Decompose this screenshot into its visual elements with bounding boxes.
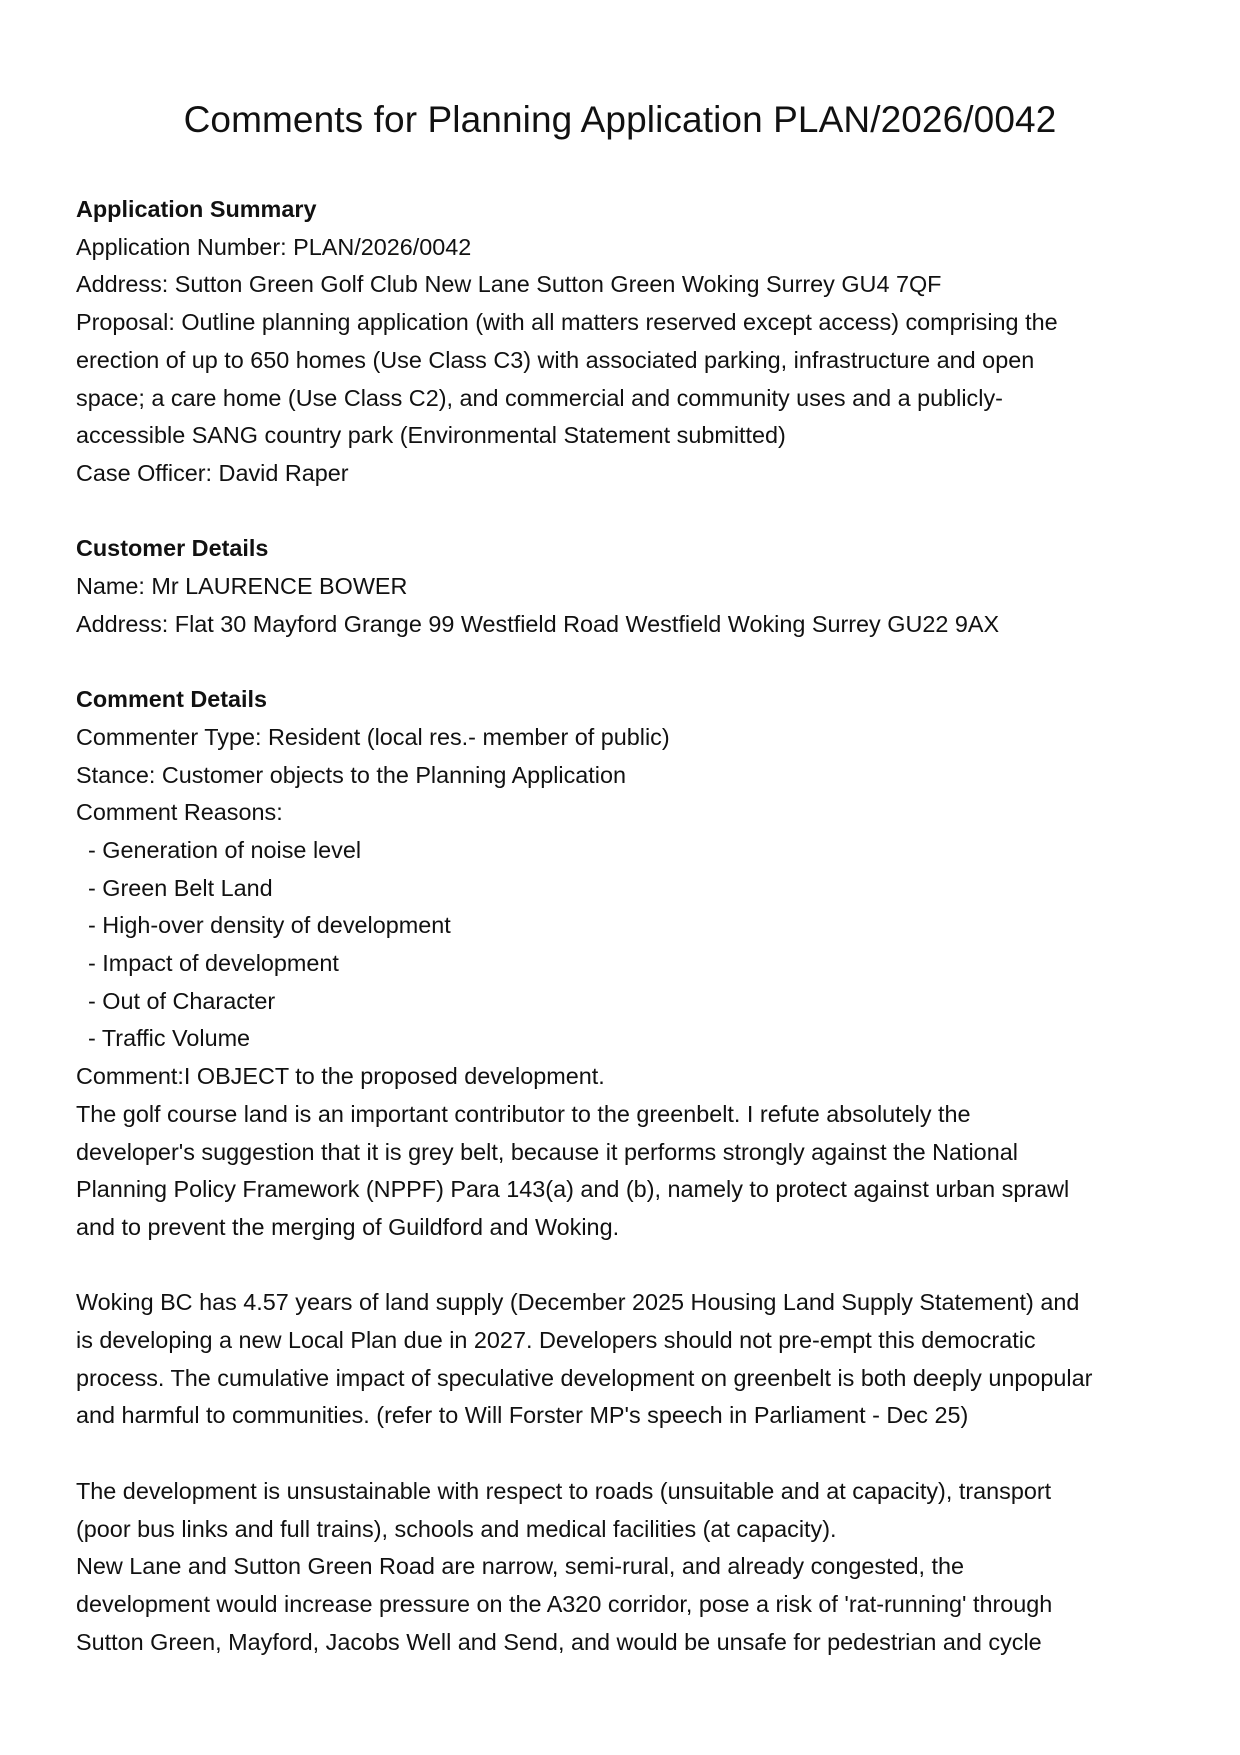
section-spacer [76, 493, 1164, 531]
comment-paragraph-1 [76, 1096, 1164, 1247]
customer-address: Address: Flat 30 Mayford Grange 99 Westfield Road Westfield Woking Surrey GU22 9AX [76, 610, 1000, 637]
customer-name: Name: Mr LAURENCE BOWER [76, 573, 408, 600]
application-summary-heading: Application Summary [76, 196, 317, 222]
commenter-type: Commenter Type: Resident (local res.- member of public) [76, 723, 670, 750]
comment-reason-item: - Green Belt Land [88, 874, 273, 901]
paragraph-line: New Lane and Sutton Green Road are narrow, semi-rural, and already congested, the [76, 1553, 965, 1580]
application-number: Application Number: PLAN/2026/0042 [76, 233, 472, 260]
application-summary-section [76, 191, 1164, 493]
comment-reason-item: - Traffic Volume [88, 1025, 251, 1052]
comment-paragraph-2 [76, 1284, 1164, 1435]
paragraph-line: and to prevent the merging of Guildford and Woking. [76, 1213, 620, 1240]
document-body [76, 191, 1164, 1661]
paragraph-line: Planning Policy Framework (NPPF) Para 143(a) and (b), namely to protect against urban sprawl [76, 1176, 1070, 1203]
comment-reason-item: - Out of Character [88, 987, 276, 1014]
paragraph-line: development would increase pressure on the A320 corridor, pose a risk of 'rat-running' through [76, 1590, 1053, 1617]
comment-paragraph-3 [76, 1473, 1164, 1662]
comment-intro: Comment:I OBJECT to the proposed development. [76, 1063, 605, 1090]
paragraph-line: The golf course land is an important contributor to the greenbelt. I refute absolutely the [76, 1100, 971, 1127]
comment-reason-item: - Generation of noise level [88, 836, 362, 863]
comment-reasons-label: Comment Reasons: [76, 799, 283, 826]
paragraph-spacer [76, 1435, 1164, 1473]
paragraph-line: (poor bus links and full trains), schools and medical facilities (at capacity). [76, 1515, 837, 1542]
proposal-line: erection of up to 650 homes (Use Class C3) with associated parking, infrastructure and open [76, 346, 1035, 373]
customer-details-section [76, 530, 1164, 643]
paragraph-line: Sutton Green, Mayford, Jacobs Well and Send, and would be unsafe for pedestrian and cycle [76, 1628, 1042, 1655]
paragraph-line: and harmful to communities. (refer to Will Forster MP's speech in Parliament - Dec 25) [76, 1402, 969, 1429]
paragraph-line: The development is unsustainable with respect to roads (unsuitable and at capacity), transport [76, 1477, 1052, 1504]
page-title: Comments for Planning Application PLAN/2026/0042 [183, 99, 1057, 140]
proposal-line: Proposal: Outline planning application (with all matters reserved except access) comprising the [76, 309, 1058, 336]
comment-reason-item: - Impact of development [88, 950, 339, 977]
paragraph-line: Woking BC has 4.57 years of land supply (December 2025 Housing Land Supply Statement) and [76, 1289, 1080, 1316]
case-officer: Case Officer: David Raper [76, 459, 349, 486]
comment-details-heading: Comment Details [76, 686, 268, 713]
proposal-line: space; a care home (Use Class C2), and commercial and community uses and a publicly- [76, 384, 1003, 411]
application-address: Address: Sutton Green Golf Club New Lane Sutton Green Woking Surrey GU4 7QF [76, 271, 942, 298]
paragraph-spacer [76, 1247, 1164, 1285]
paragraph-line: developer's suggestion that it is grey belt, because it performs strongly against the National [76, 1138, 1018, 1165]
comment-details-section [76, 681, 1164, 1661]
section-spacer [76, 643, 1164, 681]
customer-details-heading: Customer Details [76, 535, 269, 562]
paragraph-line: process. The cumulative impact of speculative development on greenbelt is both deeply unpopular [76, 1364, 1093, 1391]
proposal-line: accessible SANG country park (Environmental Statement submitted) [76, 422, 786, 449]
paragraph-line: is developing a new Local Plan due in 2027. Developers should not pre-empt this democratic [76, 1327, 1036, 1354]
stance: Stance: Customer objects to the Planning Application [76, 761, 627, 788]
comment-reason-item: - High-over density of development [88, 912, 451, 939]
